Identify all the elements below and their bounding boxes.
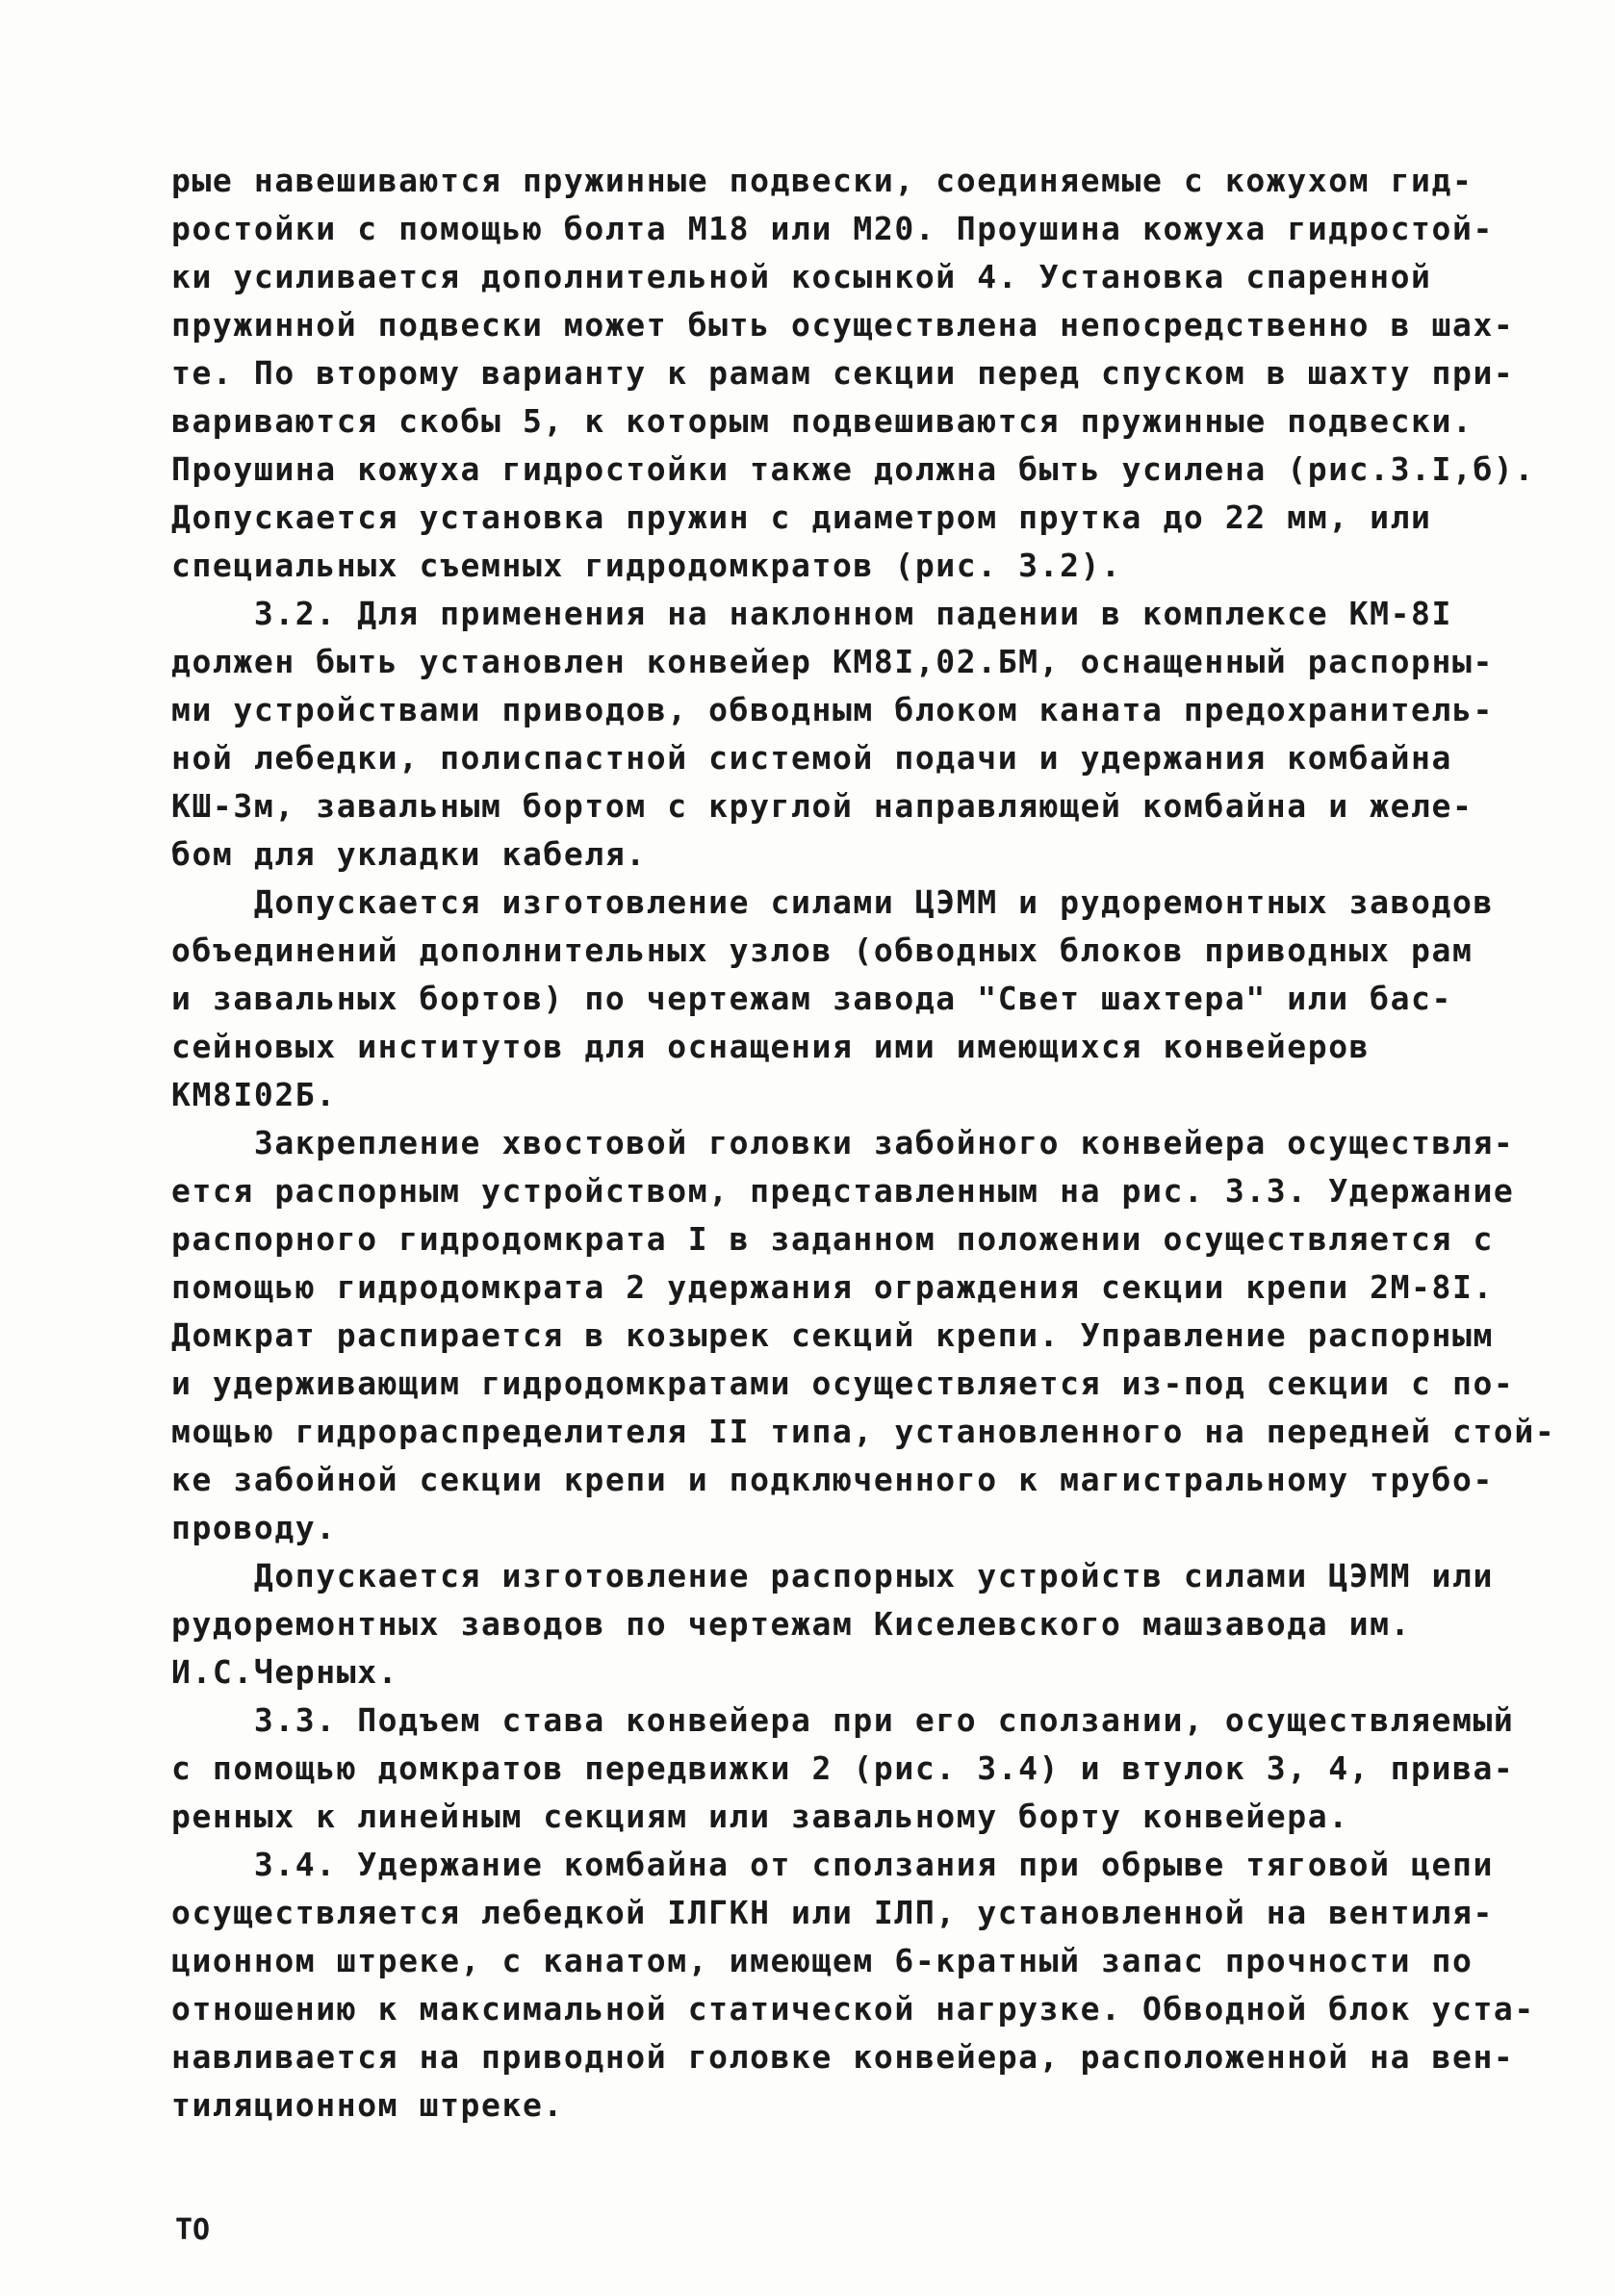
text-line: 3.2. Для применения на наклонном падении в комплексе КМ-8I <box>171 595 1452 632</box>
text-line: и удерживающим гидродомкратами осуществляется из-под секции с по- <box>171 1365 1515 1402</box>
text-line: объединений дополнительных узлов (обводных блоков приводных рам <box>171 931 1474 969</box>
text-line: вариваются скобы 5, к которым подвешиваются пружинные подвески. <box>171 402 1474 440</box>
text-line: ке забойной секции крепи и подключенного к магистральному трубо- <box>171 1461 1494 1498</box>
text-line: должен быть установлен конвейер КМ8I,02.БМ, оснащенный распорны- <box>171 643 1494 680</box>
text-line: ростойки с помощью болта М18 или М20. Проушина кожуха гидростой- <box>171 210 1494 247</box>
text-line: Проушина кожуха гидростойки также должна быть усилена (рис.3.I,б). <box>171 450 1535 488</box>
text-line: отношению к максимальной статической нагрузке. Обводной блок уста- <box>171 1990 1535 2028</box>
text-line: ной лебедки, полиспастной системой подачи и удержания комбайна <box>171 739 1452 777</box>
text-line: специальных съемных гидродомкратов (рис. 3.2). <box>171 547 1122 584</box>
text-line: бом для укладки кабеля. <box>171 835 647 873</box>
text-line: КШ-3м, завальным бортом с круглой направляющей комбайна и желе- <box>171 787 1474 825</box>
text-line: ми устройствами приводов, обводным блоком каната предохранитель- <box>171 691 1494 728</box>
page-number: ТО <box>175 2213 211 2247</box>
text-line: Закрепление хвостовой головки забойного конвейера осуществля- <box>171 1124 1515 1161</box>
text-line: рые навешиваются пружинные подвески, соединяемые с кожухом гид- <box>171 162 1474 199</box>
text-line: те. По второму варианту к рамам секции перед спуском в шахту при- <box>171 354 1515 392</box>
text-line: Допускается установка пружин с диаметром прутка до 22 мм, или <box>171 498 1432 536</box>
text-line: и завальных бортов) по чертежам завода "Свет шахтера" или бас- <box>171 980 1452 1017</box>
text-line: рудоремонтных заводов по чертежам Киселевского машзавода им. <box>171 1605 1412 1643</box>
text-line: ется распорным устройством, представленным на рис. 3.3. Удержание <box>171 1172 1515 1210</box>
text-line: проводу. <box>171 1509 337 1546</box>
text-line: И.С.Черных. <box>171 1653 399 1691</box>
text-line: Допускается изготовление силами ЦЭММ и рудоремонтных заводов <box>171 883 1494 921</box>
text-line: навливается на приводной головке конвейера, расположенной на вен- <box>171 2038 1515 2076</box>
text-line: тиляционном штреке. <box>171 2086 564 2124</box>
text-line: ционном штреке, с канатом, имеющем 6-кратный запас прочности по <box>171 1942 1474 1979</box>
text-line: 3.4. Удержание комбайна от сползания при обрыве тяговой цепи <box>171 1846 1494 1883</box>
text-line: ренных к линейным секциям или завальному борту конвейера. <box>171 1798 1349 1835</box>
text-line: с помощью домкратов передвижки 2 (рис. 3.4) и втулок 3, 4, прива- <box>171 1749 1515 1787</box>
text-line: 3.3. Подъем става конвейера при его сползании, осуществляемый <box>171 1701 1515 1739</box>
text-line: КМ8I02Б. <box>171 1076 337 1113</box>
text-line: ки усиливается дополнительной косынкой 4. Установка спаренной <box>171 258 1432 295</box>
text-line: осуществляется лебедкой IЛГКН или IЛП, установленной на вентиля- <box>171 1894 1494 1931</box>
text-line: пружинной подвески может быть осуществлена непосредственно в шах- <box>171 306 1515 344</box>
text-line: Домкрат распирается в козырек секций крепи. Управление распорным <box>171 1316 1494 1354</box>
text-line: Допускается изготовление распорных устройств силами ЦЭММ или <box>171 1557 1494 1594</box>
text-line: помощью гидродомкрата 2 удержания ограждения секции крепи 2М-8I. <box>171 1268 1494 1306</box>
text-line: мощью гидрораспределителя II типа, установленного на передней стой- <box>171 1413 1556 1450</box>
text-line: распорного гидродомкрата I в заданном положении осуществляется с <box>171 1220 1494 1258</box>
text-line: сейновых институтов для оснащения ими имеющихся конвейеров <box>171 1028 1371 1065</box>
